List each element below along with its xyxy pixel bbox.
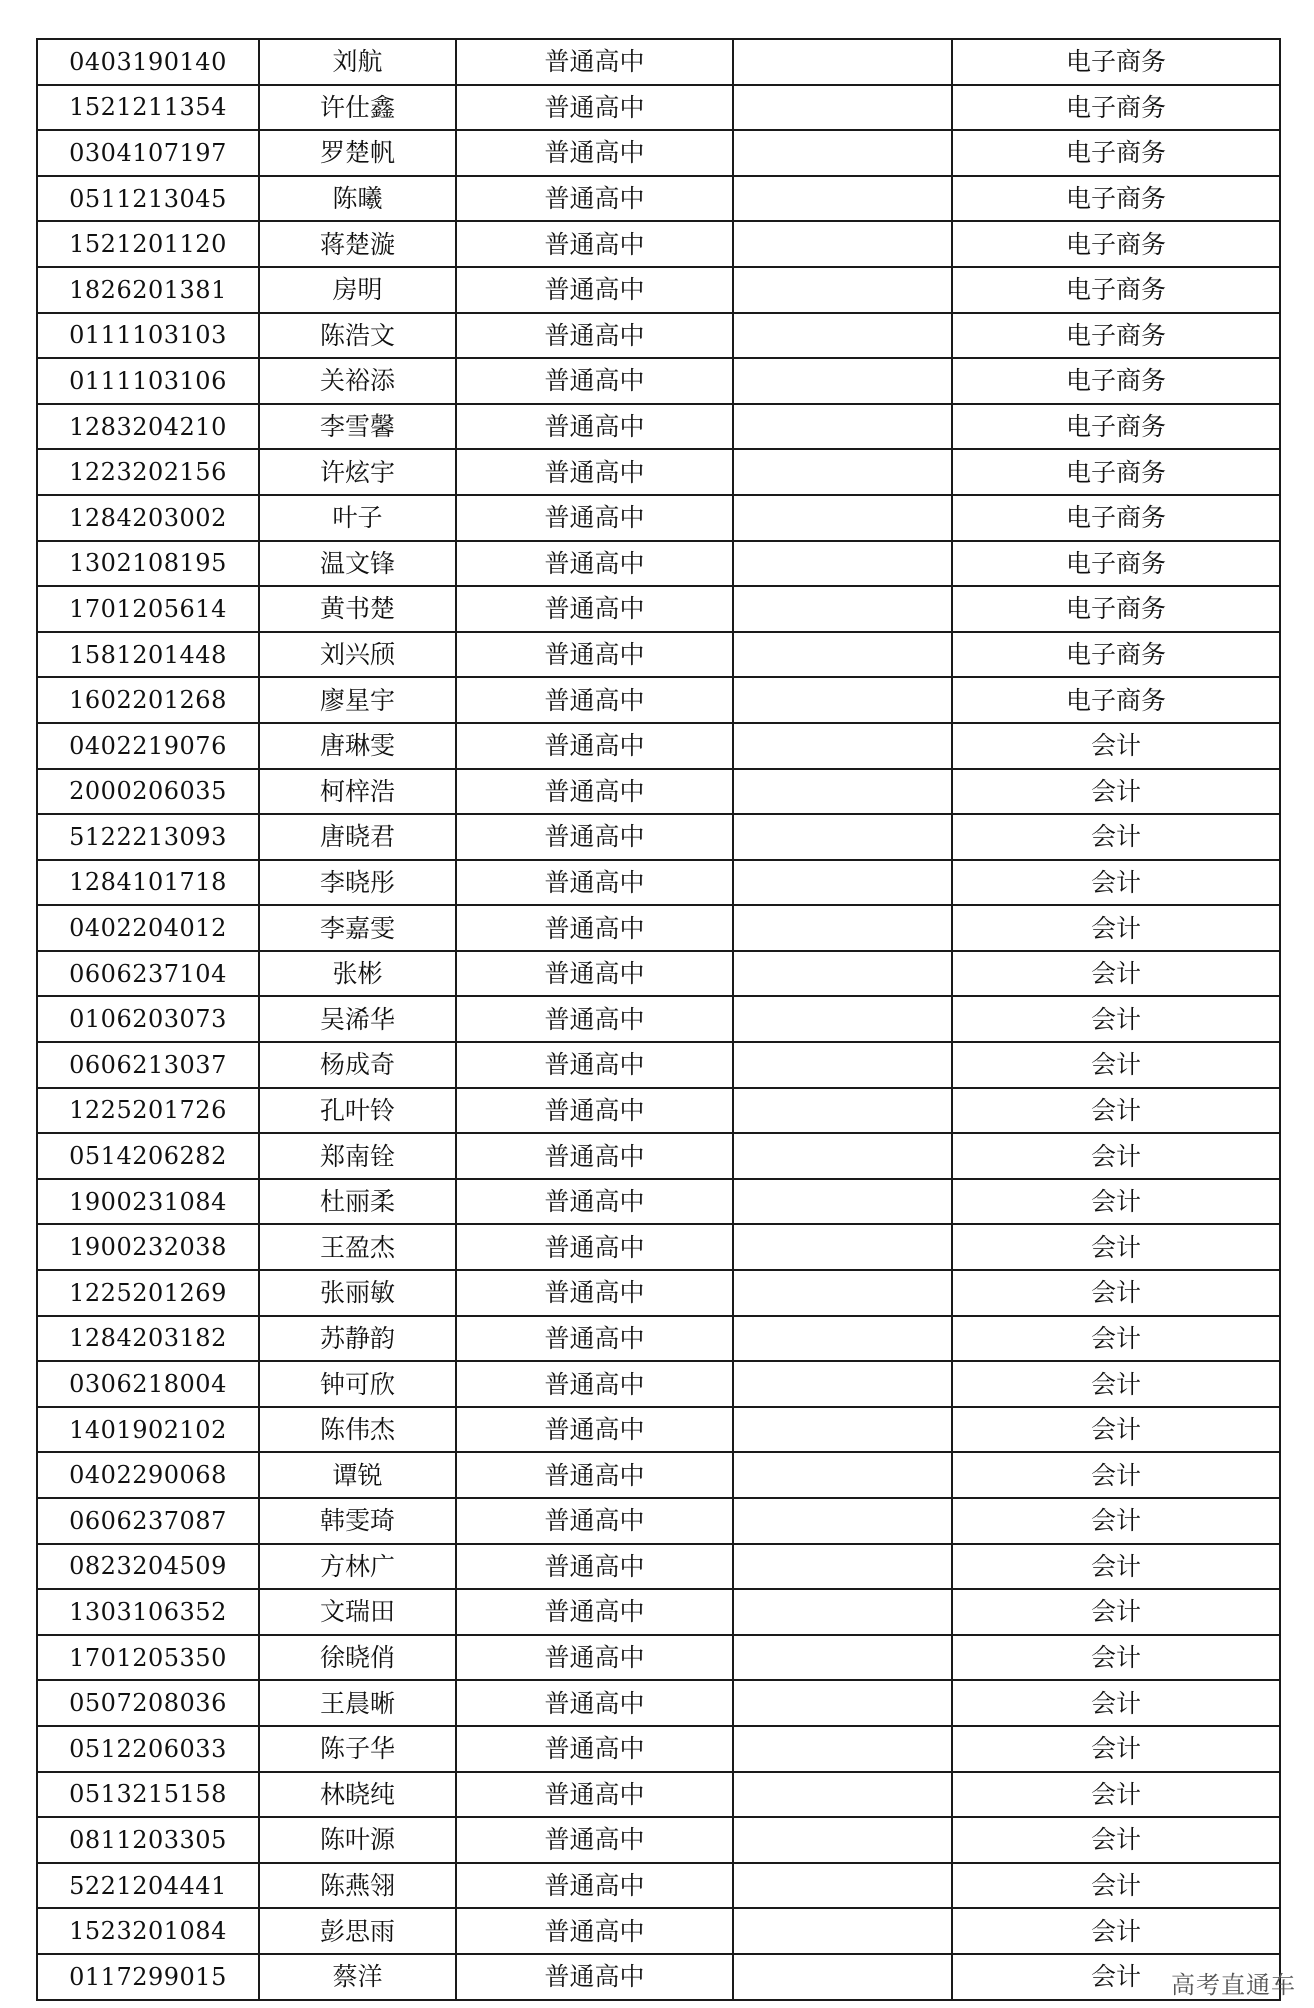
student-name-cell: 张丽敏 [259,1270,456,1316]
table-row [37,1498,1280,1544]
school-type-cell: 普通高中 [456,1452,733,1498]
candidate-id-cell: 1701205350 [37,1635,259,1681]
candidate-id-cell: 0304107197 [37,130,259,176]
candidate-id-cell: 1602201268 [37,677,259,723]
candidate-id-cell: 0606237104 [37,951,259,997]
school-type-cell: 普通高中 [456,221,733,267]
table-row [37,358,1280,404]
table-row [37,951,1280,997]
table-row [37,905,1280,951]
candidate-id-cell: 0507208036 [37,1680,259,1726]
school-type-cell: 普通高中 [456,1863,733,1909]
major-cell: 电子商务 [952,632,1280,678]
student-name-cell: 唐晓君 [259,814,456,860]
major-cell: 会计 [952,1680,1280,1726]
student-name-cell: 陈子华 [259,1726,456,1772]
blank-cell [733,404,952,450]
student-name-cell: 刘航 [259,39,456,85]
school-type-cell: 普通高中 [456,632,733,678]
candidate-id-cell: 0117299015 [37,1954,259,2000]
student-name-cell: 张彬 [259,951,456,997]
student-name-cell: 唐琳雯 [259,723,456,769]
candidate-id-cell: 1223202156 [37,449,259,495]
school-type-cell: 普通高中 [456,586,733,632]
candidate-id-cell: 0606213037 [37,1042,259,1088]
candidate-id-cell: 1303106352 [37,1589,259,1635]
school-type-cell: 普通高中 [456,358,733,404]
school-type-cell: 普通高中 [456,1316,733,1362]
blank-cell [733,1270,952,1316]
candidate-id-cell: 0811203305 [37,1817,259,1863]
table-row [37,996,1280,1042]
table-row [37,1179,1280,1225]
table-row [37,1863,1280,1909]
school-type-cell: 普通高中 [456,1407,733,1453]
blank-cell [733,1589,952,1635]
table-row [37,1635,1280,1681]
student-name-cell: 李雪馨 [259,404,456,450]
candidate-id-cell: 0511213045 [37,176,259,222]
candidate-id-cell: 1401902102 [37,1407,259,1453]
blank-cell [733,541,952,587]
table-row [37,449,1280,495]
blank-cell [733,1772,952,1818]
blank-cell [733,267,952,313]
candidate-id-cell: 0306218004 [37,1361,259,1407]
candidate-id-cell: 1521211354 [37,85,259,131]
school-type-cell: 普通高中 [456,677,733,723]
blank-cell [733,1863,952,1909]
candidate-id-cell: 1284101718 [37,860,259,906]
major-cell: 会计 [952,1270,1280,1316]
table-row [37,1133,1280,1179]
school-type-cell: 普通高中 [456,541,733,587]
candidate-id-cell: 1900231084 [37,1179,259,1225]
blank-cell [733,1361,952,1407]
major-cell: 会计 [952,1407,1280,1453]
major-cell: 会计 [952,1544,1280,1590]
blank-cell [733,723,952,769]
table-row [37,1589,1280,1635]
major-cell: 电子商务 [952,313,1280,359]
major-cell: 会计 [952,1133,1280,1179]
table-row [37,1726,1280,1772]
student-name-cell: 陈曦 [259,176,456,222]
student-name-cell: 黄书楚 [259,586,456,632]
blank-cell [733,905,952,951]
blank-cell [733,495,952,541]
student-name-cell: 关裕添 [259,358,456,404]
school-type-cell: 普通高中 [456,1817,733,1863]
blank-cell [733,39,952,85]
student-name-cell: 杜丽柔 [259,1179,456,1225]
blank-cell [733,1726,952,1772]
candidate-id-cell: 1302108195 [37,541,259,587]
student-name-cell: 彭思雨 [259,1908,456,1954]
major-cell: 会计 [952,1452,1280,1498]
major-cell: 会计 [952,1635,1280,1681]
table-row [37,632,1280,678]
admission-list-body [37,39,1280,2000]
candidate-id-cell: 2000206035 [37,769,259,815]
school-type-cell: 普通高中 [456,1270,733,1316]
candidate-id-cell: 0823204509 [37,1544,259,1590]
major-cell: 会计 [952,951,1280,997]
major-cell: 电子商务 [952,130,1280,176]
school-type-cell: 普通高中 [456,814,733,860]
major-cell: 会计 [952,1042,1280,1088]
table-row [37,1407,1280,1453]
student-name-cell: 房明 [259,267,456,313]
student-name-cell: 郑南铨 [259,1133,456,1179]
school-type-cell: 普通高中 [456,1589,733,1635]
table-row [37,1908,1280,1954]
candidate-id-cell: 0513215158 [37,1772,259,1818]
student-name-cell: 徐晓俏 [259,1635,456,1681]
student-name-cell: 陈伟杰 [259,1407,456,1453]
blank-cell [733,449,952,495]
candidate-id-cell: 1225201726 [37,1088,259,1134]
major-cell: 电子商务 [952,541,1280,587]
blank-cell [733,358,952,404]
major-cell: 会计 [952,996,1280,1042]
candidate-id-cell: 1826201381 [37,267,259,313]
blank-cell [733,632,952,678]
school-type-cell: 普通高中 [456,723,733,769]
blank-cell [733,1407,952,1453]
blank-cell [733,996,952,1042]
major-cell: 会计 [952,1316,1280,1362]
candidate-id-cell: 1523201084 [37,1908,259,1954]
candidate-id-cell: 1283204210 [37,404,259,450]
candidate-id-cell: 0514206282 [37,1133,259,1179]
candidate-id-cell: 0106203073 [37,996,259,1042]
student-name-cell: 温文锋 [259,541,456,587]
table-row [37,769,1280,815]
candidate-id-cell: 0111103106 [37,358,259,404]
table-row [37,1452,1280,1498]
student-name-cell: 王晨晰 [259,1680,456,1726]
major-cell: 电子商务 [952,85,1280,131]
blank-cell [733,1088,952,1134]
school-type-cell: 普通高中 [456,1635,733,1681]
blank-cell [733,1133,952,1179]
blank-cell [733,313,952,359]
table-row [37,677,1280,723]
school-type-cell: 普通高中 [456,1908,733,1954]
school-type-cell: 普通高中 [456,1088,733,1134]
major-cell: 会计 [952,1088,1280,1134]
blank-cell [733,85,952,131]
school-type-cell: 普通高中 [456,1133,733,1179]
major-cell: 会计 [952,1589,1280,1635]
table-row [37,1042,1280,1088]
major-cell: 会计 [952,1954,1280,2000]
student-name-cell: 孔叶铃 [259,1088,456,1134]
candidate-id-cell: 1521201120 [37,221,259,267]
candidate-id-cell: 1284203182 [37,1316,259,1362]
school-type-cell: 普通高中 [456,176,733,222]
major-cell: 会计 [952,1498,1280,1544]
student-name-cell: 陈浩文 [259,313,456,359]
student-name-cell: 杨成奇 [259,1042,456,1088]
student-name-cell: 吴浠华 [259,996,456,1042]
blank-cell [733,1680,952,1726]
table-row [37,267,1280,313]
student-name-cell: 许仕鑫 [259,85,456,131]
blank-cell [733,1316,952,1362]
student-name-cell: 李嘉雯 [259,905,456,951]
major-cell: 会计 [952,1772,1280,1818]
school-type-cell: 普通高中 [456,951,733,997]
table-row [37,176,1280,222]
student-name-cell: 王盈杰 [259,1224,456,1270]
table-row [37,541,1280,587]
student-name-cell: 韩雯琦 [259,1498,456,1544]
school-type-cell: 普通高中 [456,449,733,495]
school-type-cell: 普通高中 [456,1042,733,1088]
major-cell: 电子商务 [952,358,1280,404]
major-cell: 会计 [952,1179,1280,1225]
student-name-cell: 谭锐 [259,1452,456,1498]
candidate-id-cell: 1581201448 [37,632,259,678]
candidate-id-cell: 1900232038 [37,1224,259,1270]
candidate-id-cell: 5221204441 [37,1863,259,1909]
major-cell: 电子商务 [952,39,1280,85]
blank-cell [733,176,952,222]
major-cell: 会计 [952,1863,1280,1909]
table-row [37,130,1280,176]
major-cell: 会计 [952,860,1280,906]
candidate-id-cell: 0402290068 [37,1452,259,1498]
blank-cell [733,586,952,632]
blank-cell [733,860,952,906]
school-type-cell: 普通高中 [456,404,733,450]
school-type-cell: 普通高中 [456,495,733,541]
major-cell: 电子商务 [952,495,1280,541]
blank-cell [733,814,952,860]
student-name-cell: 叶子 [259,495,456,541]
table-row [37,1544,1280,1590]
student-name-cell: 钟可欣 [259,1361,456,1407]
blank-cell [733,1954,952,2000]
student-name-cell: 罗楚帆 [259,130,456,176]
school-type-cell: 普通高中 [456,267,733,313]
table-row [37,1088,1280,1134]
school-type-cell: 普通高中 [456,1224,733,1270]
major-cell: 会计 [952,769,1280,815]
blank-cell [733,1498,952,1544]
table-row [37,85,1280,131]
blank-cell [733,1179,952,1225]
blank-cell [733,1224,952,1270]
blank-cell [733,769,952,815]
student-name-cell: 林晓纯 [259,1772,456,1818]
blank-cell [733,1042,952,1088]
major-cell: 会计 [952,1224,1280,1270]
blank-cell [733,1817,952,1863]
candidate-id-cell: 1284203002 [37,495,259,541]
school-type-cell: 普通高中 [456,860,733,906]
student-name-cell: 李晓彤 [259,860,456,906]
school-type-cell: 普通高中 [456,1954,733,2000]
student-name-cell: 陈叶源 [259,1817,456,1863]
table-row [37,1224,1280,1270]
blank-cell [733,1544,952,1590]
candidate-id-cell: 0402204012 [37,905,259,951]
student-name-cell: 文瑞田 [259,1589,456,1635]
student-name-cell: 许炫宇 [259,449,456,495]
major-cell: 会计 [952,814,1280,860]
candidate-id-cell: 0402219076 [37,723,259,769]
school-type-cell: 普通高中 [456,905,733,951]
school-type-cell: 普通高中 [456,1498,733,1544]
school-type-cell: 普通高中 [456,996,733,1042]
blank-cell [733,951,952,997]
table-row [37,1361,1280,1407]
major-cell: 会计 [952,1726,1280,1772]
major-cell: 会计 [952,1908,1280,1954]
table-row [37,814,1280,860]
blank-cell [733,130,952,176]
major-cell: 会计 [952,1361,1280,1407]
major-cell: 会计 [952,905,1280,951]
table-row [37,313,1280,359]
school-type-cell: 普通高中 [456,1544,733,1590]
school-type-cell: 普通高中 [456,1726,733,1772]
table-row [37,860,1280,906]
school-type-cell: 普通高中 [456,1361,733,1407]
major-cell: 会计 [952,723,1280,769]
table-row [37,1954,1280,2000]
major-cell: 会计 [952,1817,1280,1863]
school-type-cell: 普通高中 [456,39,733,85]
table-row [37,1270,1280,1316]
table-row [37,1817,1280,1863]
school-type-cell: 普通高中 [456,1772,733,1818]
blank-cell [733,1452,952,1498]
table-row [37,221,1280,267]
major-cell: 电子商务 [952,449,1280,495]
major-cell: 电子商务 [952,267,1280,313]
blank-cell [733,677,952,723]
candidate-id-cell: 5122213093 [37,814,259,860]
candidate-id-cell: 1225201269 [37,1270,259,1316]
major-cell: 电子商务 [952,586,1280,632]
student-name-cell: 廖星宇 [259,677,456,723]
student-name-cell: 柯梓浩 [259,769,456,815]
table-row [37,495,1280,541]
table-row [37,1680,1280,1726]
major-cell: 电子商务 [952,404,1280,450]
student-name-cell: 陈燕翎 [259,1863,456,1909]
student-name-cell: 刘兴颀 [259,632,456,678]
major-cell: 电子商务 [952,176,1280,222]
student-name-cell: 苏静韵 [259,1316,456,1362]
major-cell: 电子商务 [952,677,1280,723]
major-cell: 电子商务 [952,221,1280,267]
table-row [37,1772,1280,1818]
blank-cell [733,1908,952,1954]
school-type-cell: 普通高中 [456,130,733,176]
student-name-cell: 方林广 [259,1544,456,1590]
candidate-id-cell: 1701205614 [37,586,259,632]
candidate-id-cell: 0606237087 [37,1498,259,1544]
table-row [37,1316,1280,1362]
table-row [37,586,1280,632]
school-type-cell: 普通高中 [456,313,733,359]
candidate-id-cell: 0403190140 [37,39,259,85]
blank-cell [733,1635,952,1681]
admission-list-table [36,38,1281,2001]
table-row [37,404,1280,450]
table-row [37,39,1280,85]
table-row [37,723,1280,769]
watermark-text: 高考直通车 [1171,1971,1296,1999]
school-type-cell: 普通高中 [456,1179,733,1225]
school-type-cell: 普通高中 [456,1680,733,1726]
candidate-id-cell: 0111103103 [37,313,259,359]
candidate-id-cell: 0512206033 [37,1726,259,1772]
student-name-cell: 蔡洋 [259,1954,456,2000]
blank-cell [733,221,952,267]
school-type-cell: 普通高中 [456,769,733,815]
student-name-cell: 蒋楚漩 [259,221,456,267]
school-type-cell: 普通高中 [456,85,733,131]
